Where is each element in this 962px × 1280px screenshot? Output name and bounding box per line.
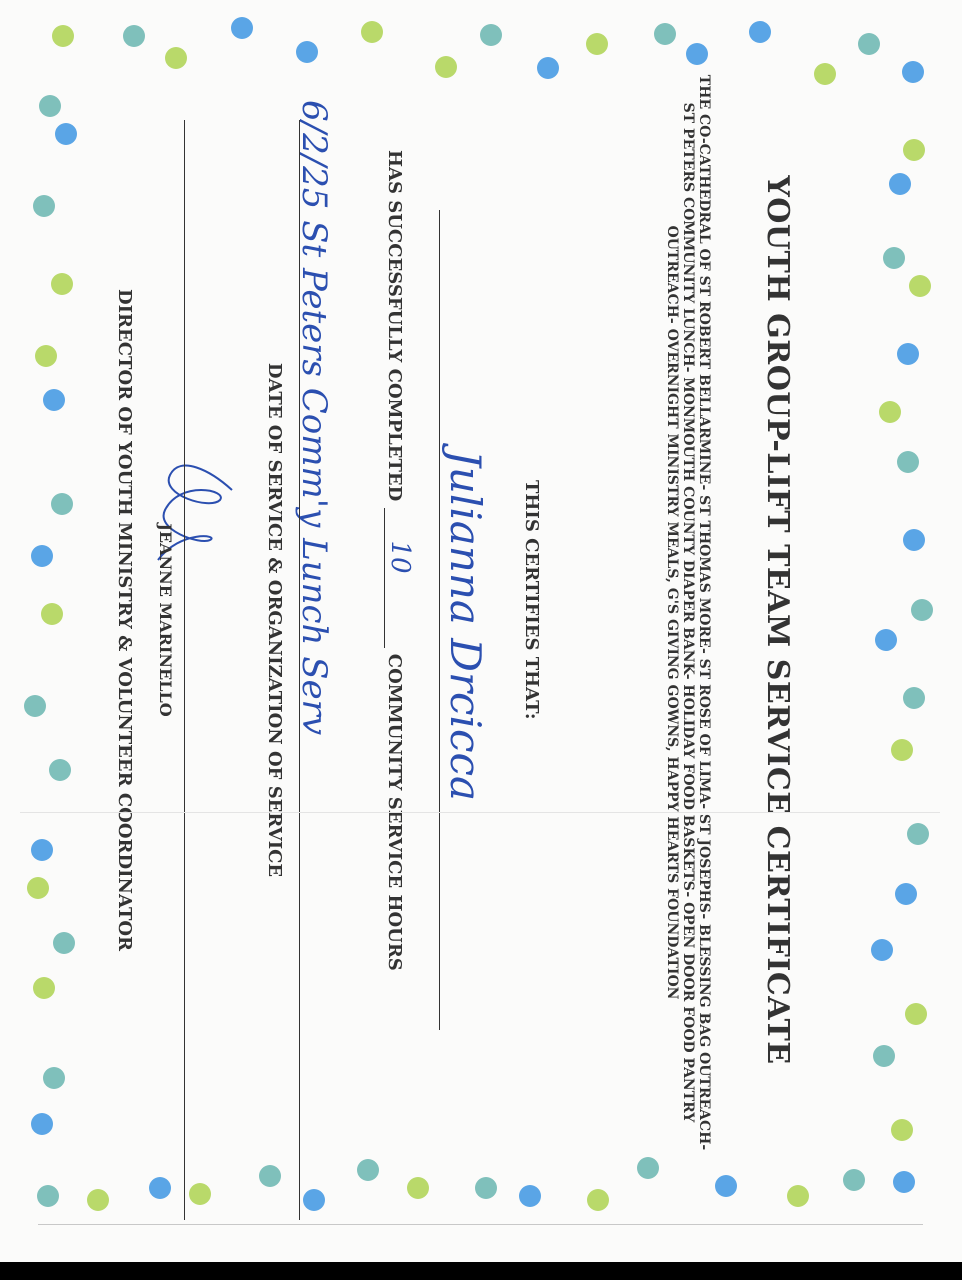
- border-dot: [149, 1177, 171, 1199]
- border-dot: [361, 21, 383, 43]
- certificate-title: YOUTH GROUP-LIFT TEAM SERVICE CERTIFICATE: [760, 175, 795, 1065]
- hours-suffix: COMMUNITY SERVICE HOURS: [384, 653, 405, 971]
- border-dot: [654, 23, 676, 45]
- border-dot: [858, 33, 880, 55]
- border-dot: [27, 877, 49, 899]
- border-dot: [879, 401, 901, 423]
- border-dot: [303, 1189, 325, 1211]
- hours-blank: [384, 508, 415, 648]
- hours-handwritten: 10: [385, 540, 415, 574]
- border-dot: [897, 451, 919, 473]
- border-dot: [475, 1177, 497, 1199]
- border-dot: [586, 33, 608, 55]
- border-dot: [35, 345, 57, 367]
- border-dot: [891, 739, 913, 761]
- border-dot: [911, 599, 933, 621]
- border-dot: [37, 1185, 59, 1207]
- service-handwritten: 6/2/25 St Peters Comm'y Lunch Serv: [294, 100, 334, 736]
- border-dot: [897, 343, 919, 365]
- border-dot: [31, 545, 53, 567]
- border-dot: [39, 95, 61, 117]
- date-label: DATE OF SERVICE & ORGANIZATION OF SERVICE: [264, 362, 285, 878]
- signer-name: JEANNE MARINELLO: [156, 523, 175, 717]
- border-dot: [296, 41, 318, 63]
- border-dot: [715, 1175, 737, 1197]
- border-dot: [519, 1185, 541, 1207]
- border-dot: [903, 687, 925, 709]
- border-dot: [883, 247, 905, 269]
- border-dot: [871, 939, 893, 961]
- border-dot: [686, 43, 708, 65]
- fold-crease: [20, 812, 940, 813]
- hours-row: [384, 150, 415, 971]
- recipient-line: [439, 210, 440, 1030]
- border-dot: [165, 47, 187, 69]
- border-dot: [907, 823, 929, 845]
- border-dot: [895, 883, 917, 905]
- border-dot: [891, 1119, 913, 1141]
- date-line: [299, 120, 300, 1220]
- border-dot: [902, 61, 924, 83]
- border-dot: [875, 629, 897, 651]
- border-dot: [749, 21, 771, 43]
- recipient-handwritten: Julianna Drcicca: [441, 450, 490, 802]
- border-dot: [189, 1183, 211, 1205]
- organizations-list: THE CO-CATHEDRAL OF ST ROBERT BELLARMINE- ST THOMAS MORE- ST ROSE OF LIMA- ST JOSEPHS- BLESSING BAG OUTREACH- ST PETERS COMMUNITY LUNCH- MONMOUTH COUNTY DIAPER BANK- HOLIDAY FOOD BASKETS- OPEN DOOR FOOD PANTRY OUTREACH- OVERNIGHT MINISTRY MEALS, G'S GIVING GOWNS, HAPPY HEARTS FOUNDATION: [664, 74, 712, 1151]
- signer-title: DIRECTOR OF YOUTH MINISTRY & VOLUNTEER COORDINATOR: [114, 289, 135, 951]
- border-dot: [24, 695, 46, 717]
- border-dot: [231, 17, 253, 39]
- border-dot: [893, 1171, 915, 1193]
- border-dot: [33, 195, 55, 217]
- border-dot: [903, 139, 925, 161]
- completed-label: HAS SUCCESSFULLY COMPLETED: [384, 150, 405, 502]
- border-dot: [31, 839, 53, 861]
- border-dot: [87, 1189, 109, 1211]
- border-dot: [909, 275, 931, 297]
- border-dot: [123, 25, 145, 47]
- border-dot: [31, 1113, 53, 1135]
- border-dot: [905, 1003, 927, 1025]
- border-dot: [480, 24, 502, 46]
- border-dot: [52, 25, 74, 47]
- signature-line: [184, 120, 185, 1220]
- border-dot: [843, 1169, 865, 1191]
- certificate-content: [60, 70, 860, 1170]
- border-dot: [787, 1185, 809, 1207]
- border-dot: [407, 1177, 429, 1199]
- page-edge-line: [38, 1224, 923, 1225]
- border-dot: [889, 173, 911, 195]
- border-dot: [873, 1045, 895, 1067]
- border-dot: [33, 977, 55, 999]
- certifies-label: THIS CERTIFIES THAT:: [521, 480, 542, 720]
- border-dot: [587, 1189, 609, 1211]
- border-dot: [903, 529, 925, 551]
